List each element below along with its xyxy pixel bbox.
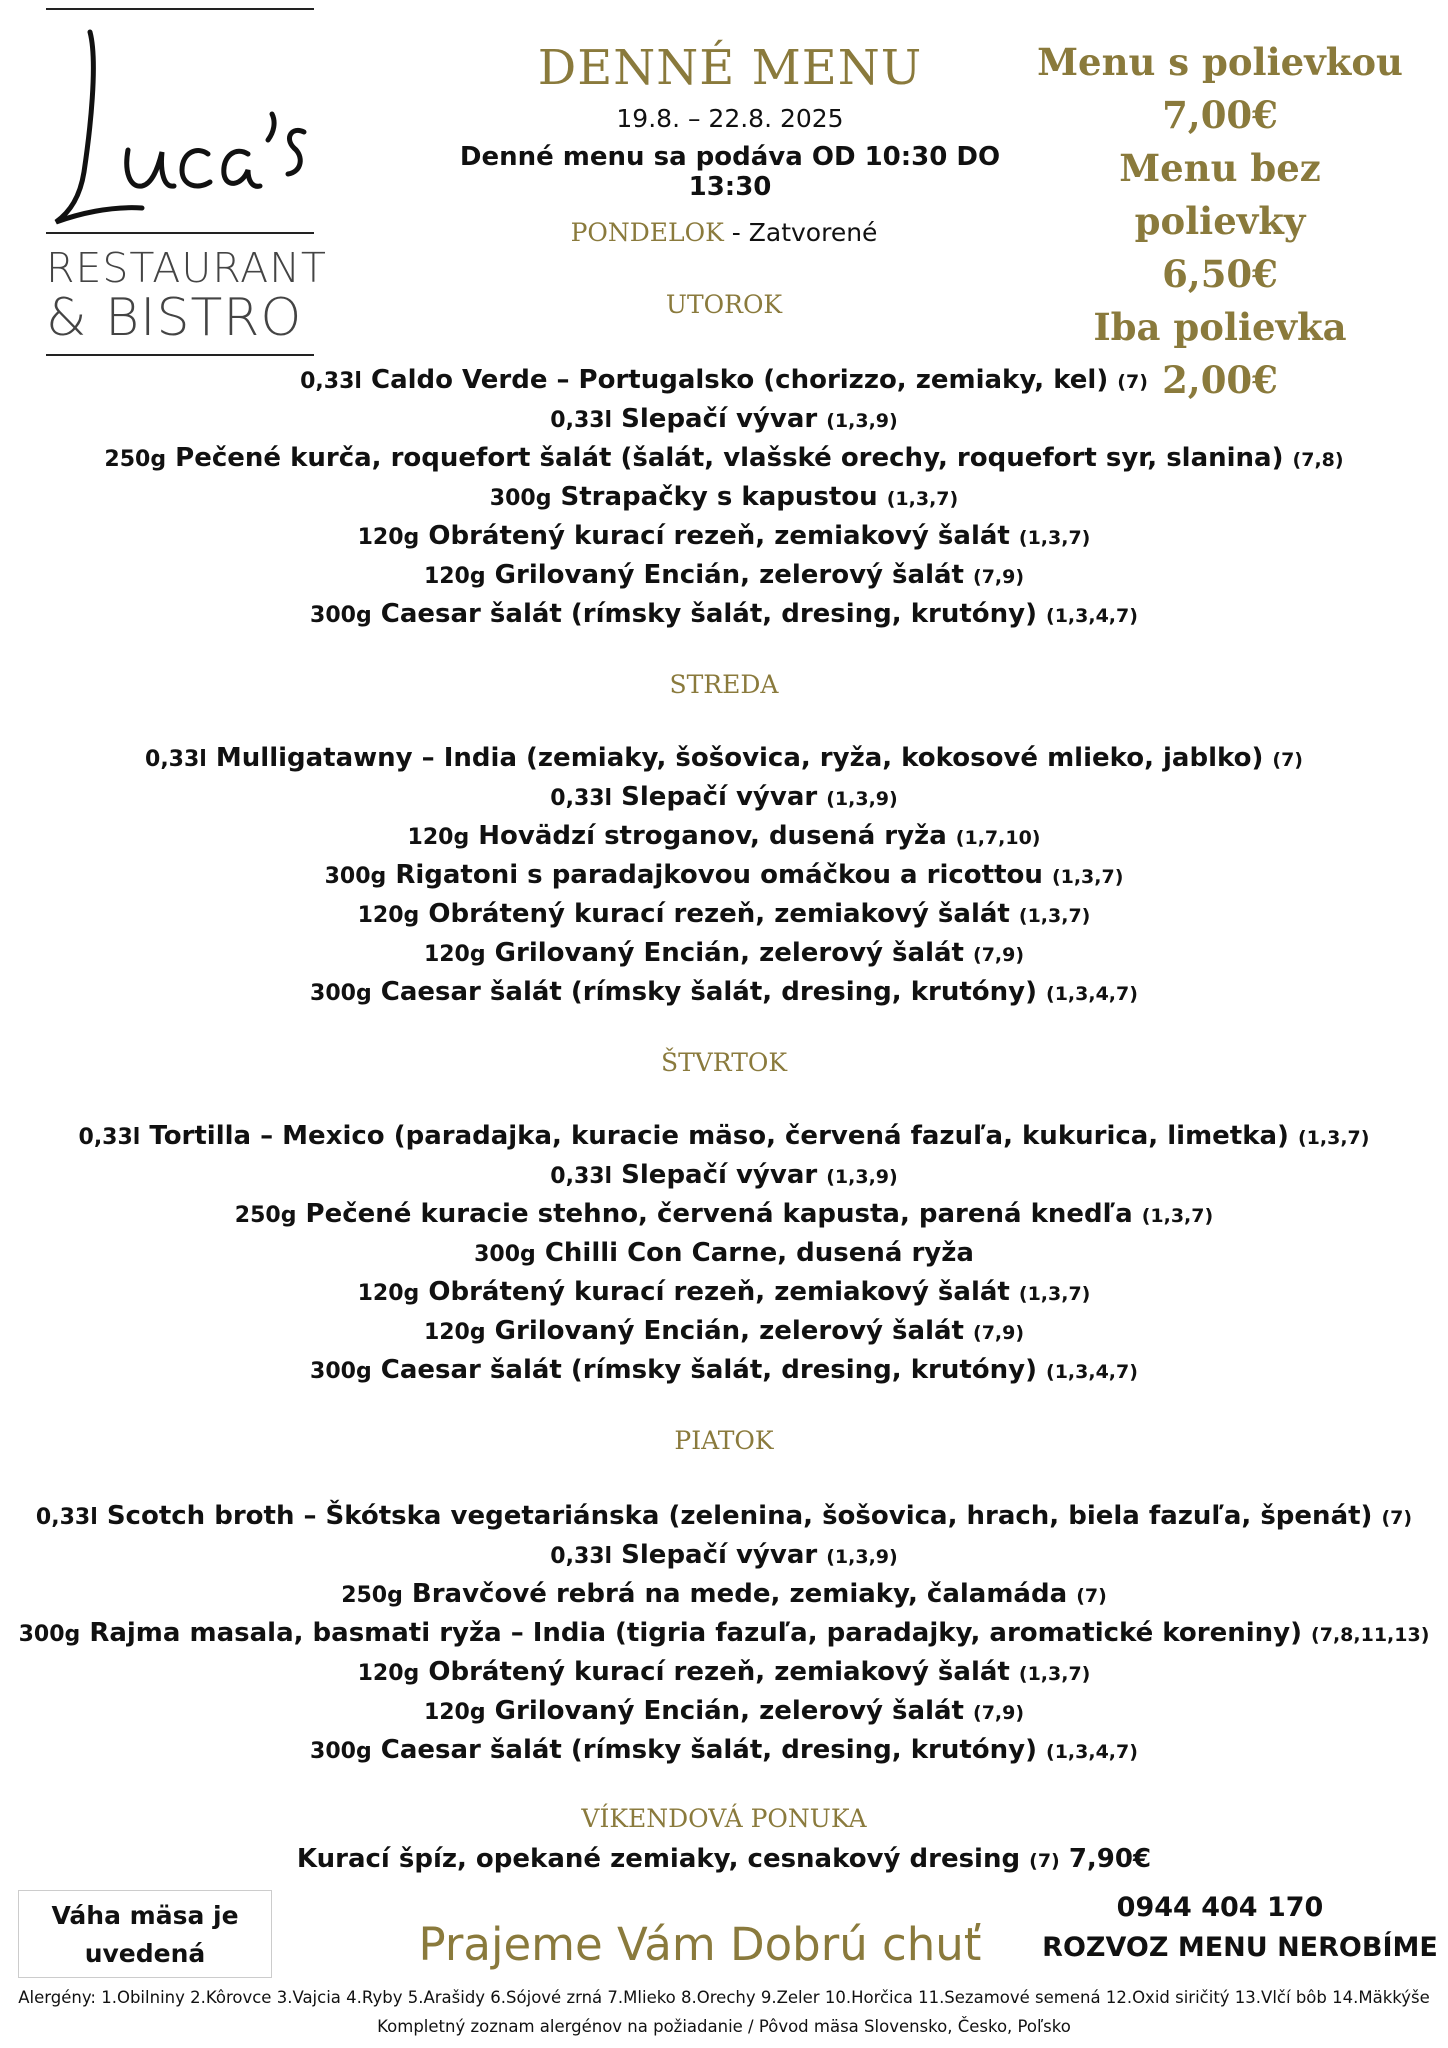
menu-item bbox=[0, 439, 1448, 478]
day-heading-thursday: ŠTVRTOK bbox=[660, 1048, 788, 1077]
item-allergens: (1,3,4,7) bbox=[1046, 1361, 1138, 1383]
item-quantity: 300g bbox=[310, 1359, 372, 1384]
item-name: Caesar šalát (rímsky šalát, dresing, krutóny) bbox=[380, 1355, 1037, 1385]
item-name: Chilli Con Carne, dusená ryža bbox=[544, 1238, 974, 1268]
menu-item bbox=[0, 895, 1448, 934]
item-allergens: (1,3,7) bbox=[1298, 1127, 1370, 1149]
meat-weight-note-line2: uvedená bbox=[84, 1939, 206, 1968]
item-name: Obrátený kurací rezeň, zemiakový šalát bbox=[428, 1277, 1010, 1307]
menu-item bbox=[0, 361, 1448, 400]
item-allergens: (7,9) bbox=[973, 1322, 1025, 1344]
menu-item bbox=[0, 1234, 1448, 1273]
item-quantity: 0,33l bbox=[550, 1164, 613, 1189]
item-name: Slepačí vývar bbox=[621, 782, 818, 812]
item-quantity: 300g bbox=[489, 486, 552, 511]
menu-item bbox=[0, 595, 1448, 634]
lucas-script-logo bbox=[50, 22, 314, 232]
item-quantity: 0,33l bbox=[78, 1125, 141, 1150]
item-quantity: 0,33l bbox=[35, 1505, 98, 1530]
item-allergens: (1,3,7) bbox=[1018, 1283, 1091, 1305]
item-quantity: 120g bbox=[357, 1661, 420, 1686]
item-quantity: 120g bbox=[357, 903, 420, 928]
item-allergens: (1,3,4,7) bbox=[1046, 1741, 1138, 1763]
item-quantity: 300g bbox=[310, 981, 372, 1006]
logo-line-restaurant: RESTAURANT bbox=[46, 244, 327, 292]
item-allergens: (7) bbox=[1117, 371, 1148, 393]
allergen-origin-note: Kompletný zoznam alergénov na požiadanie / Pôvod mäsa Slovensko, Česko, Poľsko bbox=[377, 2017, 1071, 2036]
item-name: Kurací špíz, opekané zemiaky, cesnakový dresing bbox=[296, 1844, 1021, 1874]
item-name: Grilovaný Encián, zelerový šalát bbox=[494, 1316, 964, 1346]
item-quantity: 300g bbox=[474, 1242, 536, 1267]
day-heading-friday: PIATOK bbox=[674, 1426, 774, 1455]
item-allergens: (1,3,9) bbox=[826, 1546, 898, 1568]
menu-dates: 19.8. – 22.8. 2025 bbox=[616, 104, 844, 133]
meat-weight-note bbox=[18, 1890, 272, 1978]
menu-item bbox=[0, 1117, 1448, 1156]
price-label-without-soup: Menu bez polievky bbox=[1119, 146, 1321, 243]
item-allergens: (7,9) bbox=[973, 1702, 1025, 1724]
phone-number: 0944 404 170 bbox=[1116, 1892, 1324, 1923]
item-name: Scotch broth – Škótska vegetariánska (zelenina, šošovica, hrach, biela fazuľa, špenát) bbox=[106, 1501, 1373, 1531]
item-quantity: 0,33l bbox=[300, 369, 362, 394]
item-quantity: 0,33l bbox=[550, 1544, 613, 1569]
menu-item bbox=[0, 1195, 1448, 1234]
menu-item bbox=[0, 934, 1448, 973]
menu-item bbox=[0, 400, 1448, 439]
price-value-with-soup: 7,00€ bbox=[1162, 93, 1278, 137]
item-quantity: 120g bbox=[423, 942, 486, 967]
menu-item bbox=[0, 1497, 1448, 1536]
logo-line-bistro: & BISTRO bbox=[46, 288, 303, 348]
menu-item bbox=[0, 1692, 1448, 1731]
item-quantity: 300g bbox=[18, 1622, 81, 1647]
menu-item bbox=[0, 973, 1448, 1012]
item-price: 7,90€ bbox=[1068, 1844, 1152, 1874]
day-heading-wednesday: STREDA bbox=[669, 670, 779, 699]
item-name: Slepačí vývar bbox=[621, 1540, 818, 1570]
menu-title: DENNÉ MENU bbox=[537, 40, 923, 96]
day-heading-weekend: VÍKENDOVÁ PONUKA bbox=[581, 1804, 867, 1833]
meat-weight-note-line1: Váha mäsa je bbox=[51, 1901, 239, 1930]
price-value-without-soup: 6,50€ bbox=[1162, 252, 1278, 296]
day-status: Zatvorené bbox=[748, 218, 878, 247]
item-quantity: 300g bbox=[310, 603, 372, 628]
logo-top-rule bbox=[46, 8, 314, 10]
item-quantity: 250g bbox=[341, 1583, 403, 1608]
price-value-soup-only: 2,00€ bbox=[1162, 358, 1278, 402]
item-allergens: (1,3,7) bbox=[1018, 905, 1091, 927]
menu-item bbox=[0, 1351, 1448, 1390]
item-name: Grilovaný Encián, zelerový šalát bbox=[494, 560, 964, 590]
item-allergens: (7) bbox=[1029, 1850, 1060, 1872]
item-quantity: 120g bbox=[423, 1320, 486, 1345]
item-quantity: 120g bbox=[357, 1281, 420, 1306]
menu-item bbox=[0, 778, 1448, 817]
item-name: Slepačí vývar bbox=[621, 1160, 818, 1190]
item-allergens: (1,3,9) bbox=[826, 410, 898, 432]
item-name: Caesar šalát (rímsky šalát, dresing, krutóny) bbox=[380, 599, 1037, 629]
menu-item bbox=[0, 556, 1448, 595]
item-allergens: (7) bbox=[1076, 1585, 1107, 1607]
item-allergens: (1,3,7) bbox=[1018, 527, 1091, 549]
allergen-legend: Alergény: 1.Obilniny 2.Kôrovce 3.Vajcia 4.Ryby 5.Arašidy 6.Sójové zrná 7.Mlieko 8.Orechy 9.Zeler 10.Horčica 11.Sezamové semená 12.Oxid siričitý 13.Vlčí bôb 14.Mäkkýše bbox=[18, 1988, 1430, 2007]
item-name: Obrátený kurací rezeň, zemiakový šalát bbox=[428, 1657, 1010, 1687]
bon-appetit-message: Prajeme Vám Dobrú chuť bbox=[418, 1918, 982, 1971]
item-name: Caldo Verde – Portugalsko (chorizzo, zemiaky, kel) bbox=[370, 365, 1109, 395]
item-allergens: (7) bbox=[1272, 749, 1303, 771]
item-allergens: (1,7,10) bbox=[955, 827, 1041, 849]
item-name: Bravčové rebrá na mede, zemiaky, čalamáda bbox=[411, 1579, 1068, 1609]
item-name: Caesar šalát (rímsky šalát, dresing, krutóny) bbox=[380, 1735, 1037, 1765]
item-allergens: (7,8) bbox=[1292, 449, 1344, 471]
item-quantity: 300g bbox=[310, 1739, 372, 1764]
item-name: Grilovaný Encián, zelerový šalát bbox=[494, 938, 964, 968]
day-separator: - bbox=[723, 218, 749, 247]
menu-item bbox=[0, 739, 1448, 778]
menu-item bbox=[0, 517, 1448, 556]
item-name: Caesar šalát (rímsky šalát, dresing, krutóny) bbox=[380, 977, 1037, 1007]
menu-item bbox=[0, 1653, 1448, 1692]
menu-item bbox=[0, 1273, 1448, 1312]
item-allergens: (1,3,4,7) bbox=[1046, 983, 1138, 1005]
menu-item bbox=[0, 478, 1448, 517]
item-name: Hovädzí stroganov, dusená ryža bbox=[478, 821, 947, 851]
item-name: Obrátený kurací rezeň, zemiakový šalát bbox=[428, 521, 1010, 551]
item-quantity: 120g bbox=[357, 525, 420, 550]
item-allergens: (1,3,7) bbox=[1141, 1205, 1214, 1227]
menu-item bbox=[0, 1536, 1448, 1575]
menu-item bbox=[0, 856, 1448, 895]
item-quantity: 250g bbox=[104, 447, 167, 472]
day-label: PONDELOK bbox=[570, 218, 724, 247]
item-allergens: (1,3,7) bbox=[1018, 1663, 1091, 1685]
item-name: Rigatoni s paradajkovou omáčkou a ricottou bbox=[395, 860, 1043, 890]
menu-item bbox=[0, 817, 1448, 856]
menu-item bbox=[0, 1156, 1448, 1195]
menu-list-tuesday bbox=[0, 361, 1448, 634]
item-allergens: (1,3,4,7) bbox=[1046, 605, 1138, 627]
item-allergens: (7,9) bbox=[973, 944, 1025, 966]
day-heading-monday bbox=[0, 218, 1448, 247]
item-quantity: 250g bbox=[234, 1203, 297, 1228]
item-allergens: (1,3,7) bbox=[886, 488, 959, 510]
item-name: Pečené kurča, roquefort šalát (šalát, vlašské orechy, roquefort syr, slanina) bbox=[175, 443, 1284, 473]
item-name: Rajma masala, basmati ryža – India (tigria fazuľa, paradajky, aromatické koreniny) bbox=[89, 1618, 1302, 1648]
menu-item bbox=[0, 1575, 1448, 1614]
menu-list-friday bbox=[0, 1497, 1448, 1770]
serving-hours: Denné menu sa podáva OD 10:30 DO 13:30 bbox=[459, 142, 1001, 202]
item-allergens: (1,3,9) bbox=[826, 788, 898, 810]
item-quantity: 120g bbox=[407, 825, 470, 850]
item-name: Mulligatawny – India (zemiaky, šošovica, ryža, kokosové mlieko, jablko) bbox=[215, 743, 1264, 773]
item-name: Slepačí vývar bbox=[621, 404, 818, 434]
price-label-with-soup: Menu s polievkou bbox=[1037, 40, 1403, 84]
day-heading-tuesday: UTOROK bbox=[665, 290, 783, 319]
item-quantity: 120g bbox=[423, 1700, 486, 1725]
menu-item bbox=[0, 1312, 1448, 1351]
item-quantity: 0,33l bbox=[550, 786, 613, 811]
price-label-soup-only: Iba polievka bbox=[1093, 305, 1347, 349]
item-name: Strapačky s kapustou bbox=[560, 482, 878, 512]
item-allergens: (1,3,7) bbox=[1051, 866, 1124, 888]
item-quantity: 300g bbox=[324, 864, 387, 889]
item-allergens: (1,3,9) bbox=[826, 1166, 898, 1188]
item-name: Obrátený kurací rezeň, zemiakový šalát bbox=[428, 899, 1010, 929]
item-allergens: (7) bbox=[1381, 1507, 1413, 1529]
menu-list-thursday bbox=[0, 1117, 1448, 1390]
menu-list-weekend bbox=[0, 1840, 1448, 1879]
menu-item bbox=[0, 1731, 1448, 1770]
item-name: Pečené kuracie stehno, červená kapusta, parená knedľa bbox=[305, 1199, 1133, 1229]
item-allergens: (7,8,11,13) bbox=[1311, 1624, 1430, 1646]
item-name: Tortilla – Mexico (paradajka, kuracie mäso, červená fazuľa, kukurica, limetka) bbox=[149, 1121, 1289, 1151]
delivery-note: ROZVOZ MENU NEROBÍME bbox=[1042, 1932, 1438, 1963]
item-quantity: 0,33l bbox=[145, 747, 207, 772]
menu-item bbox=[0, 1614, 1448, 1653]
item-allergens: (7,9) bbox=[973, 566, 1025, 588]
item-quantity: 120g bbox=[423, 564, 486, 589]
item-name: Grilovaný Encián, zelerový šalát bbox=[494, 1696, 964, 1726]
menu-item bbox=[0, 1840, 1448, 1879]
item-quantity: 0,33l bbox=[550, 408, 613, 433]
logo-bottom-rule bbox=[46, 354, 314, 356]
menu-list-wednesday bbox=[0, 739, 1448, 1012]
